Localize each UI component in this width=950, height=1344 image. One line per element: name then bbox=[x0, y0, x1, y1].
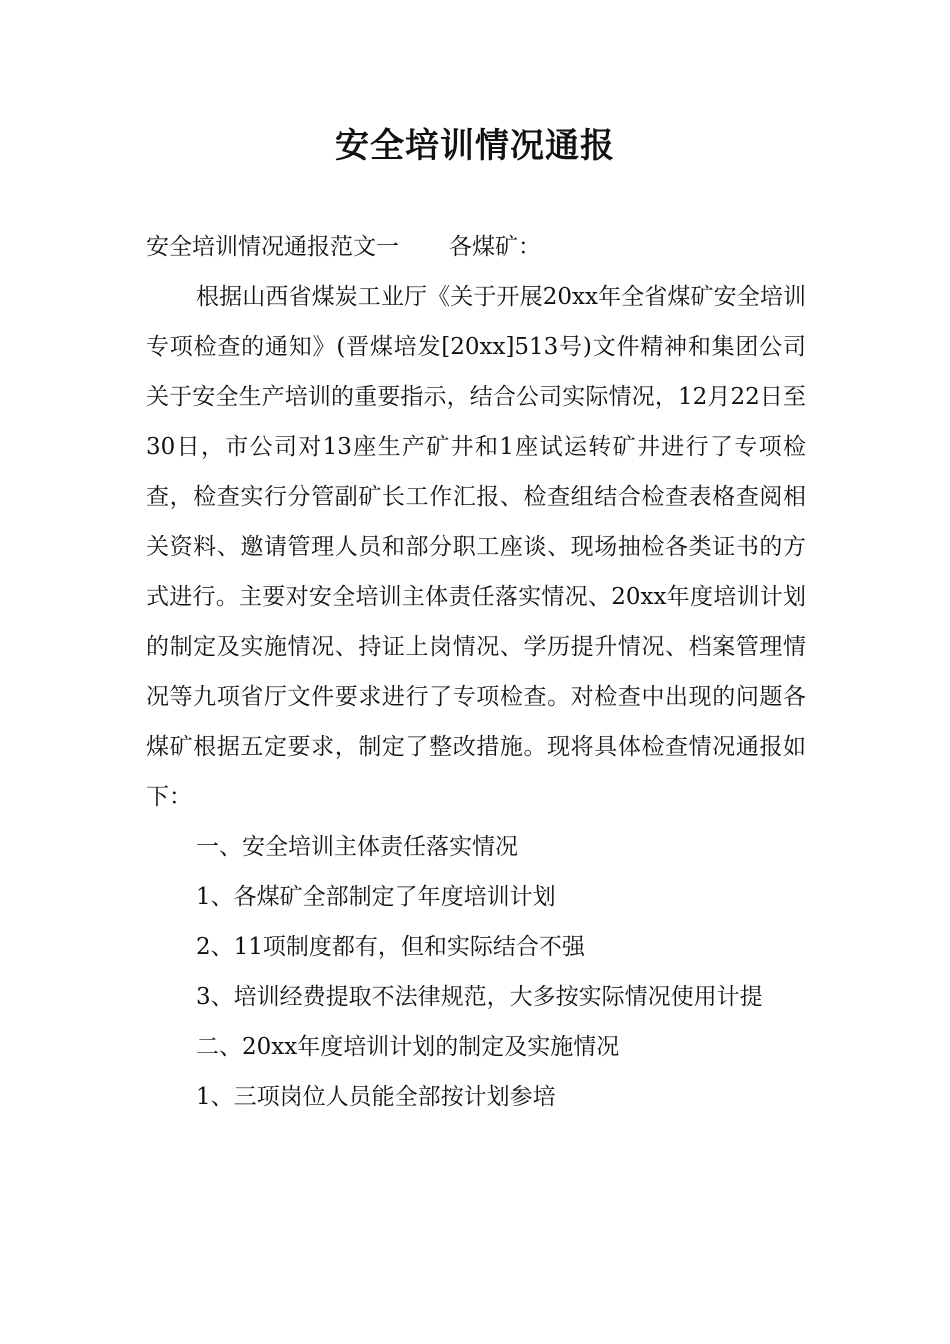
document-body bbox=[146, 222, 806, 1122]
section-heading-1: 一、安全培训主体责任落实情况 bbox=[196, 834, 518, 860]
opening-right: 各煤矿： bbox=[449, 234, 541, 260]
opening-left: 安全培训情况通报范文一 bbox=[146, 234, 399, 260]
section1-item-2: 2、11项制度都有，但和实际结合不强 bbox=[196, 934, 585, 960]
document-title: 安全培训情况通报 bbox=[335, 126, 615, 166]
paragraph-main: 根据山西省煤炭工业厅《关于开展20xx年全省煤矿安全培训专项检查的通知》(晋煤培发[20xx]513号)文件精神和集团公司关于安全生产培训的重要指示，结合公司实际情况，12月22日至30日，市公司对13座生产矿井和1座试运转矿井进行了专项检查，检查实行分管副矿长工作汇报、检查组结合检查表格查阅相关资料、邀请管理人员和部分职工座谈、现场抽检各类证书的方式进行。主要对安全培训主体责任落实情况、20xx年度培训计划的制定及实施情况、持证上岗情况、学历提升情况、档案管理情况等九项省厅文件要求进行了专项检查。对检查中出现的问题各煤矿根据五定要求，制定了整改措施。现将具体检查情况通报如下： bbox=[146, 284, 806, 810]
section1-item-1: 1、各煤矿全部制定了年度培训计划 bbox=[196, 884, 556, 910]
section1-item-3: 3、培训经费提取不法律规范，大多按实际情况使用计提 bbox=[196, 984, 763, 1010]
opening-line bbox=[146, 222, 806, 272]
section2-item-1: 1、三项岗位人员能全部按计划参培 bbox=[196, 1084, 556, 1110]
section-heading-2: 二、20xx年度培训计划的制定及实施情况 bbox=[196, 1034, 620, 1060]
